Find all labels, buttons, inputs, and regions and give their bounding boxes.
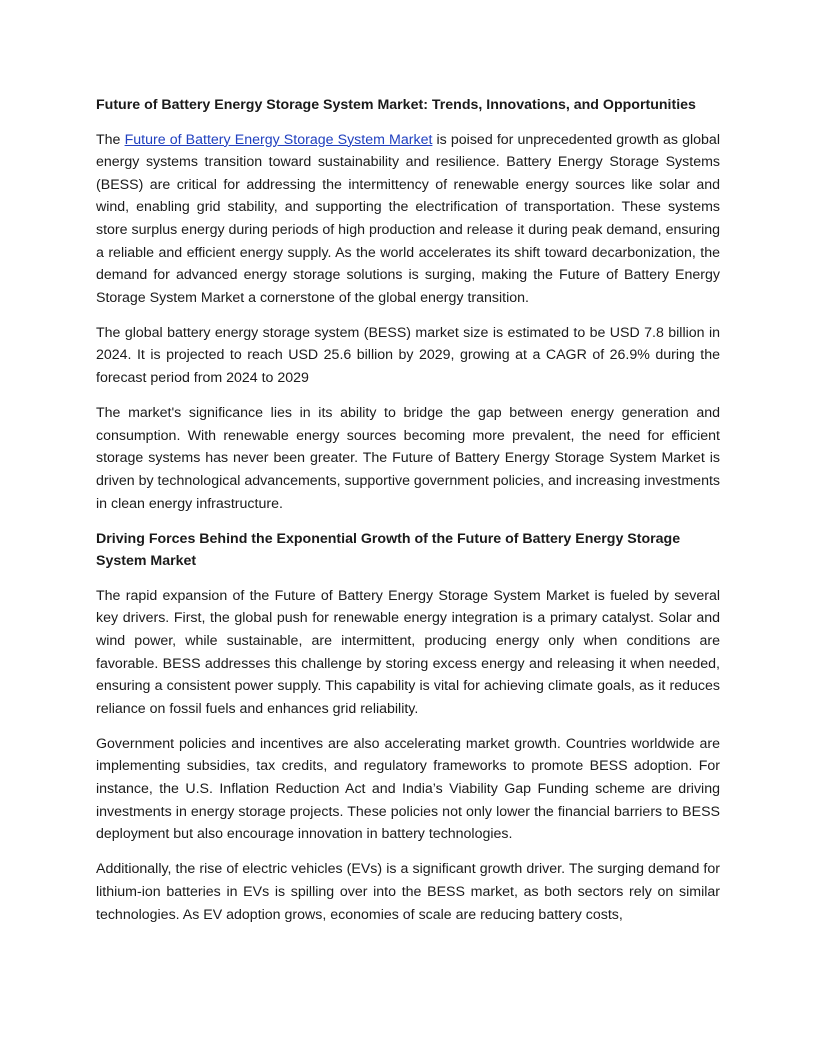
drivers-paragraph: The rapid expansion of the Future of Battery Energy Storage System Market is fueled by several key drivers. First, the global push for renewable energy integration is a primary catalyst. Solar and wind power, while sustainable, are intermittent, producing energy only when conditions are favorable. BESS addresses this challenge by storing excess energy and releasing it when needed, ensuring a consistent power supply. This capability is vital for achieving climate goals, as it reduces reliance on fossil fuels and enhances grid reliability. bbox=[96, 587, 720, 717]
intro-rest: is poised for unprecedented growth as global energy systems transition toward sustainability and resilience. Battery Energy Storage Systems (BESS) are critical for addressing the intermittency of renewable energy sources like solar and wind, enabling grid stability, and supporting the electrification of transportation. These systems store surplus energy during periods of high production and release it during peak demand, ensuring a reliable and efficient energy supply. As the world accelerates its shift toward decarbonization, the demand for advanced energy storage solutions is surging, making the Future of Battery Energy Storage System Market a cornerstone of the global energy transition. bbox=[96, 131, 720, 306]
policy-paragraph: Government policies and incentives are also accelerating market growth. Countries worldwide are implementing subsidies, tax credits, and regulatory frameworks to promote BESS adoption. For instance, the U.S. Inflation Reduction Act and India’s Viability Gap Funding scheme are driving investments in energy storage projects. These policies not only lower the financial barriers to BESS deployment but also encourage innovation in battery technologies. bbox=[96, 735, 720, 843]
intro-paragraph bbox=[96, 129, 720, 310]
intro-lead: The bbox=[96, 131, 121, 148]
market-size-paragraph: The global battery energy storage system (BESS) market size is estimated to be USD 7.8 billion in 2024. It is projected to reach USD 25.6 billion by 2029, growing at a CAGR of 26.9% during the forecast period from 2024 to 2029 bbox=[96, 324, 720, 387]
market-link[interactable]: Future of Battery Energy Storage System Market bbox=[124, 131, 433, 148]
significance-paragraph: The market's significance lies in its ability to bridge the gap between energy generation and consumption. With renewable energy sources becoming more prevalent, the need for efficient storage systems has never been greater. The Future of Battery Energy Storage System Market is driven by technological advancements, supportive government policies, and increasing investments in clean energy infrastructure. bbox=[96, 405, 720, 512]
ev-paragraph: Additionally, the rise of electric vehicles (EVs) is a significant growth driver. The surging demand for lithium-ion batteries in EVs is spilling over into the BESS market, as both sectors rely on similar technologies. As EV adoption grows, economies of scale are reducing battery costs, bbox=[96, 861, 720, 923]
section-heading: Driving Forces Behind the Exponential Growth of the Future of Battery Energy Storage System Market bbox=[96, 530, 681, 570]
document-page bbox=[96, 94, 720, 939]
document-title: Future of Battery Energy Storage System Market: Trends, Innovations, and Opportunities bbox=[96, 97, 696, 113]
